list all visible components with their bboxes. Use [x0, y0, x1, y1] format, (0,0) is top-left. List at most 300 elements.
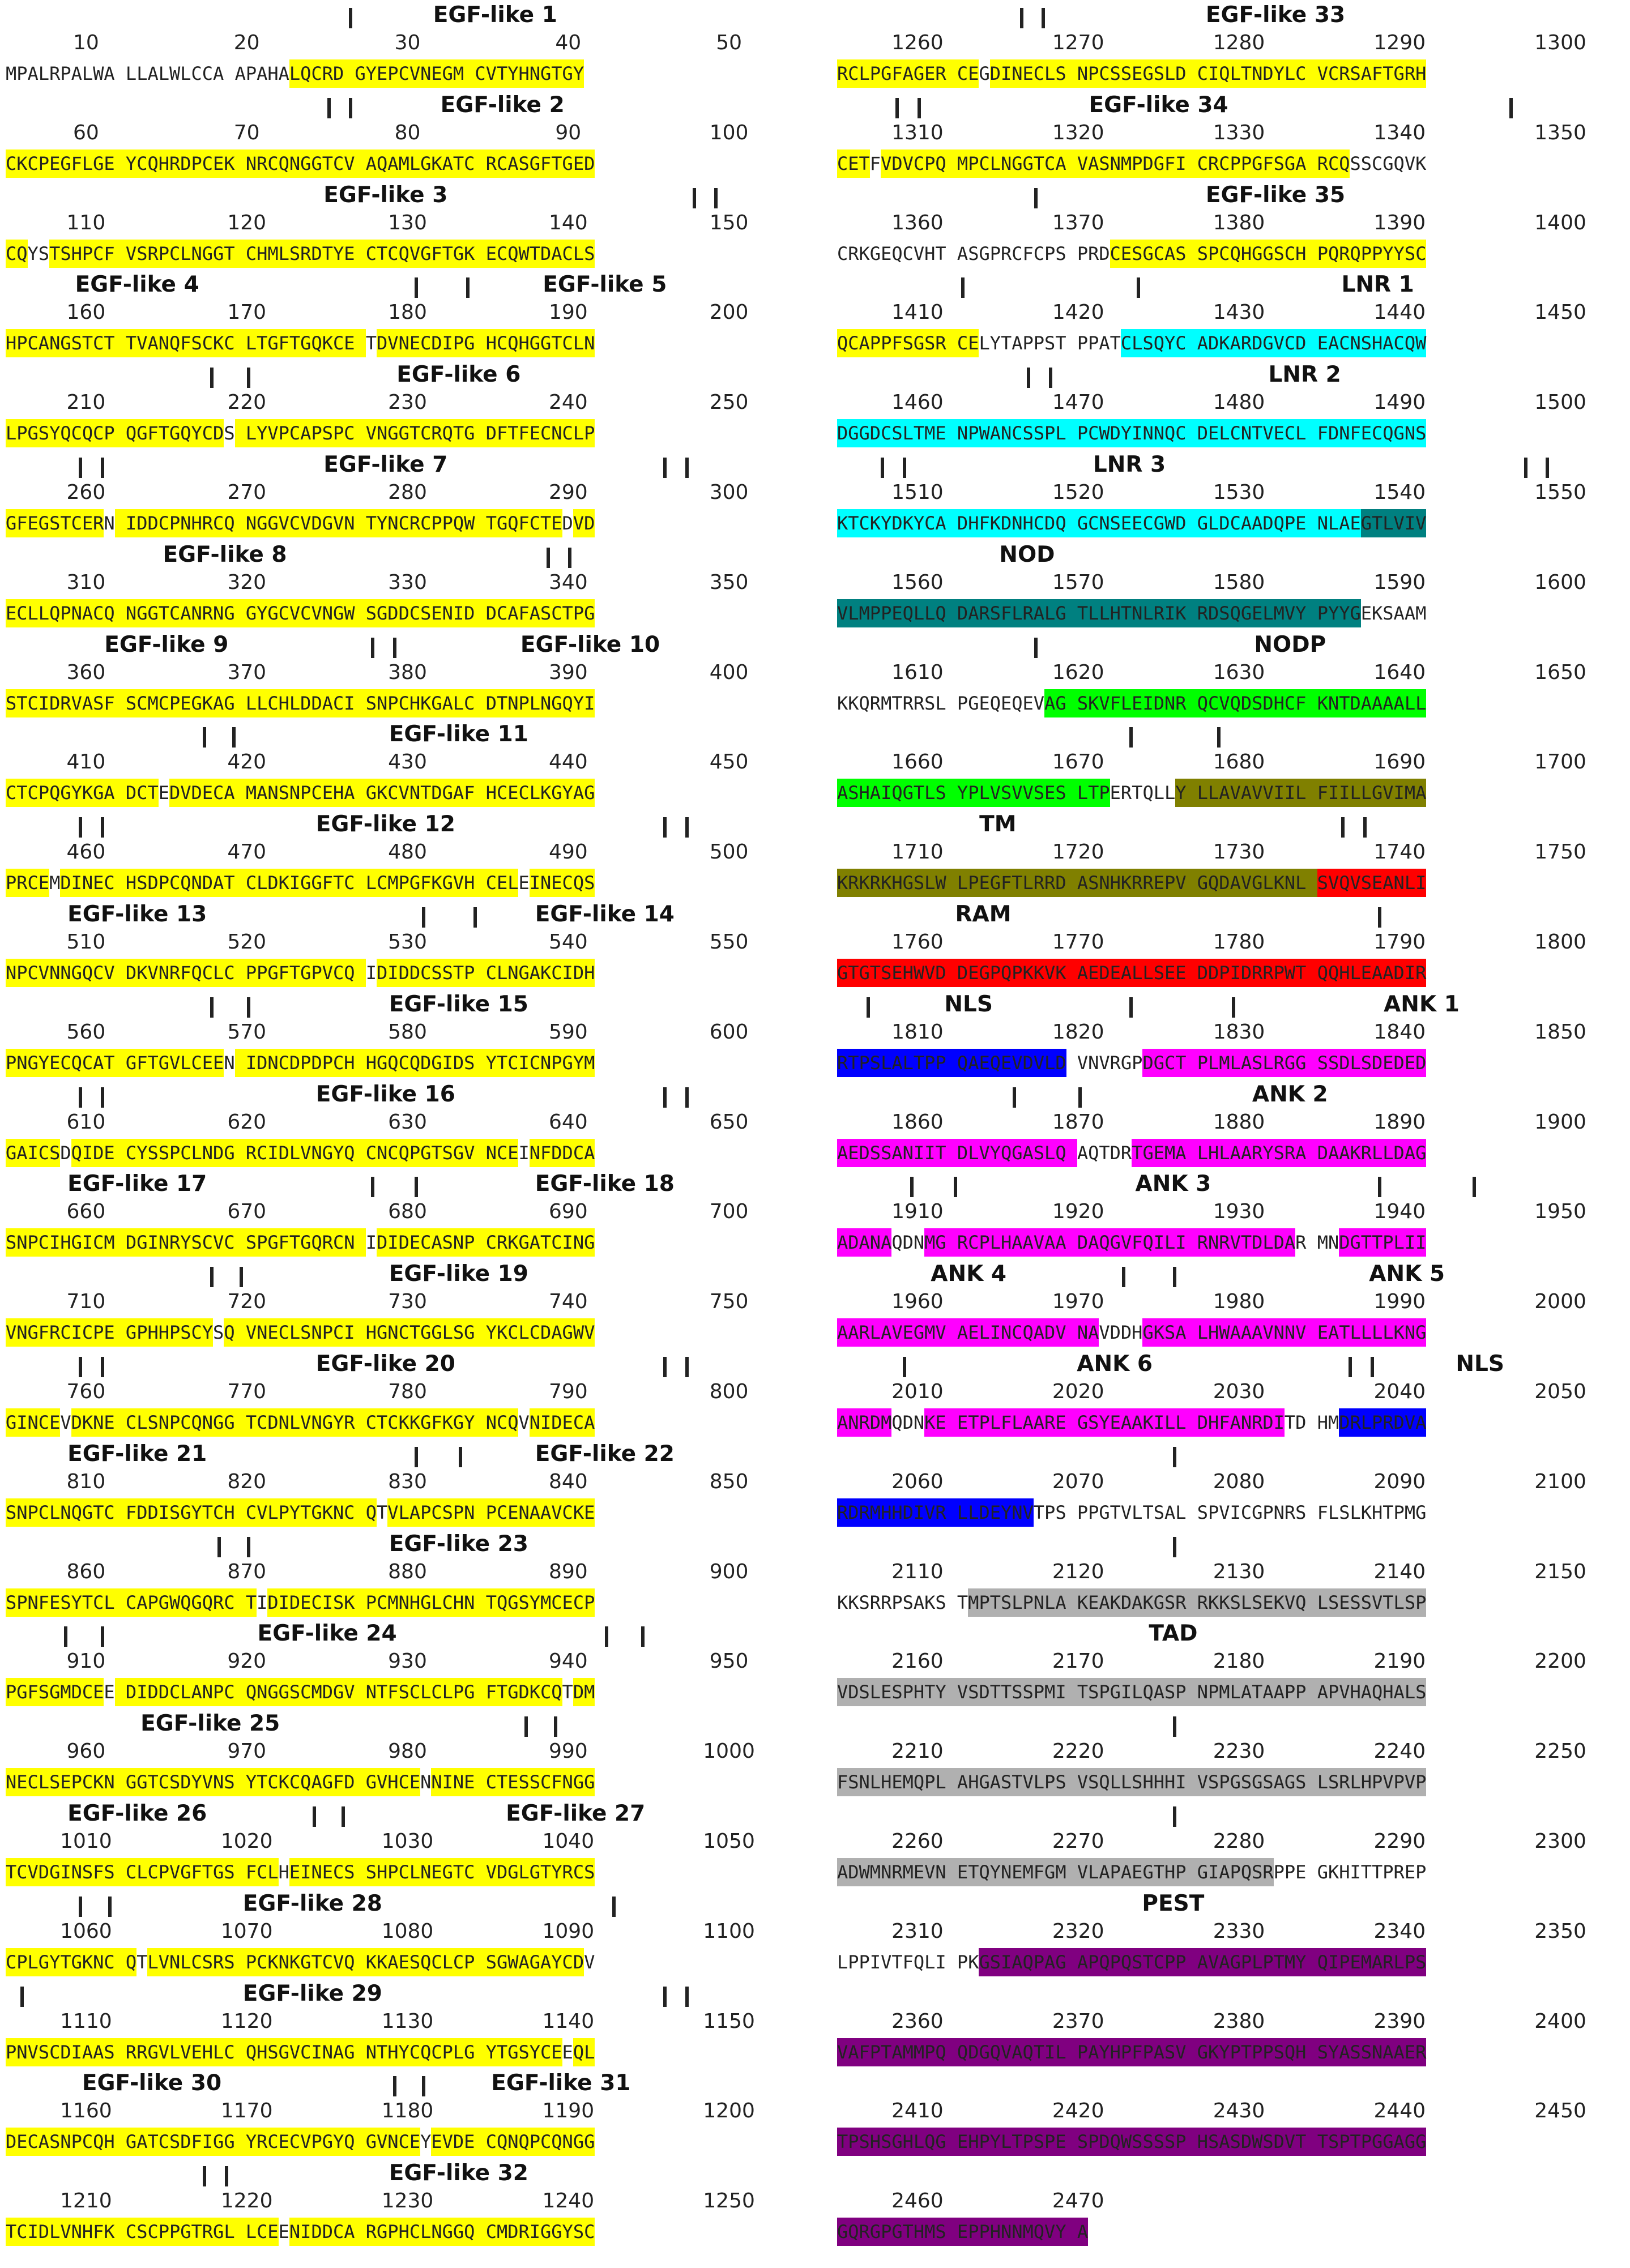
- residue-number: 1230: [381, 2189, 434, 2213]
- residue-number: 560: [66, 1020, 106, 1044]
- sequence-line: [6, 1139, 799, 1167]
- residue-number: 2400: [1534, 2009, 1586, 2033]
- domain-label: EGF-like 33: [1205, 2, 1346, 28]
- sequence-segment: E: [562, 2041, 573, 2063]
- sequence-block: [837, 1979, 1611, 2068]
- residue-number: 1020: [220, 1830, 273, 1853]
- sequence-block: [6, 1259, 779, 1348]
- domain-boundary-mark: [20, 1987, 24, 2007]
- residue-number: 1670: [1052, 750, 1104, 774]
- residue-number: 600: [709, 1020, 749, 1044]
- domain-label: ANK 1: [1384, 991, 1460, 1017]
- sequence-segment: N: [104, 512, 115, 534]
- residue-number: 660: [66, 1200, 106, 1224]
- position-ruler: [6, 2189, 779, 2214]
- sequence-line: [837, 1768, 1630, 1796]
- residue-number: 2390: [1373, 2009, 1426, 2033]
- domain-label: EGF-like 35: [1205, 182, 1346, 208]
- residue-number: 1810: [891, 1020, 944, 1044]
- highlight-egf: CTCPQGYKGA DCT: [6, 779, 159, 807]
- highlight-egf: NPCVNNGQCV DKVNRFQCLC PPGFTGPVCQ: [6, 959, 366, 987]
- sequence-segment: TPS PPGTVLTSAL SPVICGPNRS FLSLKHTPMG: [1033, 1501, 1427, 1523]
- residue-number: 1110: [60, 2009, 112, 2033]
- position-ruler: [6, 1379, 779, 1404]
- domain-label: PEST: [1142, 1890, 1205, 1916]
- residue-number: 2250: [1534, 1740, 1586, 1763]
- domain-label: NODP: [1254, 631, 1326, 657]
- position-ruler: [837, 1110, 1611, 1135]
- residue-number: 640: [548, 1110, 588, 1134]
- residue-number: 570: [227, 1020, 267, 1044]
- position-ruler: [6, 750, 779, 775]
- position-ruler: [6, 121, 779, 146]
- highlight-egf: SNPCLNQGTC FDDISGYTCH CVLPYTGKNC Q: [6, 1498, 377, 1527]
- domain-boundary-mark: [415, 1447, 418, 1467]
- residue-number: 180: [388, 301, 427, 324]
- residue-number: 2070: [1052, 1470, 1104, 1493]
- residue-number: 1620: [1052, 660, 1104, 684]
- highlight-egf: RCLPGFAGER CE: [837, 59, 979, 88]
- position-ruler: [837, 211, 1611, 236]
- position-ruler: [6, 1289, 779, 1314]
- sequence-block: [6, 1439, 779, 1528]
- domain-boundary-mark: [217, 1537, 221, 1557]
- highlight-egf: EVDE CQNQPCQNGG: [431, 2128, 595, 2156]
- domain-label: EGF-like 9: [104, 631, 229, 657]
- sequence-block: [6, 1709, 779, 1798]
- sequence-line: [6, 150, 799, 178]
- residue-number: 2090: [1373, 1470, 1426, 1493]
- domain-boundary-mark: [1034, 638, 1038, 658]
- sequence-block: [6, 1529, 779, 1618]
- sequence-block: [6, 1079, 779, 1169]
- residue-number: 620: [227, 1110, 267, 1134]
- residue-number: 670: [227, 1200, 267, 1224]
- domain-boundary-mark: [612, 1897, 616, 1917]
- highlight-egf: QCAPPFSGSR CE: [837, 329, 979, 357]
- sequence-line: [837, 240, 1630, 268]
- domain-label: LNR 2: [1268, 362, 1341, 388]
- residue-number: 1960: [891, 1290, 944, 1314]
- residue-number: 1320: [1052, 121, 1104, 144]
- sequence-segment: N: [224, 1052, 235, 1074]
- residue-number: 1290: [1373, 31, 1426, 54]
- residue-number: 680: [388, 1200, 427, 1224]
- domain-boundary-mark: [605, 1626, 608, 1647]
- domain-label: ANK 3: [1135, 1171, 1211, 1197]
- residue-number: 960: [66, 1740, 106, 1763]
- position-ruler: [837, 121, 1611, 146]
- sequence-segment: E: [104, 1681, 115, 1703]
- residue-number: 270: [227, 481, 267, 504]
- sequence-line: [837, 1948, 1630, 1976]
- position-ruler: [837, 1560, 1611, 1584]
- highlight-ank: ANRDM: [837, 1408, 891, 1437]
- domain-label: EGF-like 12: [315, 811, 455, 838]
- residue-number: 1800: [1534, 930, 1586, 954]
- residue-number: 2370: [1052, 2009, 1104, 2033]
- residue-number: 280: [388, 481, 427, 504]
- highlight-egf: DIDDCLANPC QNGGSCMDGV NTFSCLCLPG FTGDKCQ: [115, 1678, 562, 1706]
- residue-number: 1220: [220, 2189, 273, 2213]
- highlight-lnr: KTCKYDKYCA DHFKDNHCDQ GCNSEECGWD GLDCAADQPE NLAE: [837, 509, 1361, 537]
- sequence-line: [6, 1858, 799, 1886]
- highlight-egf: NFDDCA: [530, 1139, 595, 1167]
- domain-label: EGF-like 11: [389, 721, 528, 748]
- highlight-egf: DECASNPCQH GATCSDFIGG YRCECVPGYQ GVNCE: [6, 2128, 420, 2156]
- sequence-line: [837, 1049, 1630, 1077]
- highlight-ram: GTGTSEHWVD DEGPQPKKVK AEDEALLSEE DDPIDRRPWT QQHLEAADIR: [837, 959, 1426, 987]
- residue-number: 1900: [1534, 1110, 1586, 1134]
- residue-number: 300: [709, 481, 749, 504]
- residue-number: 1890: [1373, 1110, 1426, 1134]
- position-ruler: [6, 300, 779, 325]
- domain-boundary-mark: [1378, 1177, 1381, 1197]
- domain-label: EGF-like 32: [389, 2160, 528, 2186]
- residue-number: 430: [388, 750, 427, 774]
- domain-boundary-mark: [459, 1447, 462, 1467]
- sequence-line: [837, 1228, 1630, 1257]
- sequence-block: [6, 719, 779, 809]
- sequence-block: [6, 2158, 779, 2248]
- sequence-segment: I: [257, 1591, 268, 1613]
- domain-boundary-mark: [349, 98, 352, 118]
- highlight-ank: ADANA: [837, 1228, 891, 1257]
- residue-number: 1820: [1052, 1020, 1104, 1044]
- residue-number: 2260: [891, 1830, 944, 1853]
- residue-number: 720: [227, 1290, 267, 1314]
- domain-boundary-mark: [1378, 907, 1381, 928]
- sequence-block: [6, 1169, 779, 1258]
- position-ruler: [6, 1020, 779, 1045]
- residue-number: 1970: [1052, 1290, 1104, 1314]
- position-ruler: [6, 1560, 779, 1584]
- domain-label: EGF-like 34: [1089, 92, 1228, 118]
- residue-number: 880: [388, 1560, 427, 1583]
- residue-number: 1700: [1534, 750, 1586, 774]
- highlight-lnr: CLSQYC ADKARDGVCD EACNSHACQW: [1121, 329, 1426, 357]
- domain-boundary-mark: [1034, 188, 1038, 208]
- domain-boundary-mark: [663, 1987, 667, 2007]
- sequence-block: [837, 989, 1611, 1079]
- residue-number: 1310: [891, 121, 944, 144]
- residue-number: 1770: [1052, 930, 1104, 954]
- residue-number: 1300: [1534, 31, 1586, 54]
- highlight-egf: PGFSGMDCE: [6, 1678, 104, 1706]
- sequence-line: [6, 419, 799, 447]
- residue-number: 2270: [1052, 1830, 1104, 1853]
- sequence-segment: T: [562, 1681, 573, 1703]
- position-ruler: [837, 660, 1611, 685]
- sequence-block: [6, 450, 779, 539]
- sequence-segment: S: [213, 1322, 224, 1344]
- domain-label: EGF-like 17: [67, 1171, 207, 1197]
- residue-number: 110: [66, 211, 106, 234]
- residue-number: 2130: [1213, 1560, 1265, 1583]
- residue-number: 1210: [60, 2189, 112, 2213]
- residue-number: 2200: [1534, 1650, 1586, 1673]
- residue-number: 2080: [1213, 1470, 1265, 1493]
- position-ruler: [6, 1739, 779, 1764]
- domain-boundary-mark: [1173, 1447, 1176, 1467]
- position-ruler: [837, 2099, 1611, 2124]
- residue-number: 1330: [1213, 121, 1265, 144]
- sequence-block: [837, 719, 1611, 809]
- highlight-egf: QL: [573, 2038, 595, 2066]
- residue-number: 480: [388, 840, 427, 864]
- right-sequence-column: [837, 0, 1611, 2268]
- residue-number: 390: [548, 660, 588, 684]
- residue-number: 190: [548, 301, 588, 324]
- residue-number: 1090: [542, 1919, 595, 1943]
- sequence-segment: E: [278, 2221, 289, 2243]
- highlight-egf: Q VNECLSNPCI HGNCTGGLSG YKCLCDAGWV: [224, 1318, 595, 1347]
- residue-number: 360: [66, 660, 106, 684]
- position-ruler: [6, 390, 779, 415]
- residue-number: 1610: [891, 660, 944, 684]
- sequence-segment: F: [869, 152, 881, 174]
- domain-label: EGF-like 18: [535, 1171, 675, 1197]
- highlight-egf: LVNLCSRS PCKNKGTCVQ KKAESQCLCP SGWAGAYCD: [147, 1948, 584, 1976]
- residue-number: 240: [548, 391, 588, 415]
- residue-number: 1280: [1213, 31, 1265, 54]
- residue-number: 990: [548, 1740, 588, 1763]
- domain-boundary-mark: [1173, 1716, 1176, 1737]
- residue-number: 1050: [703, 1830, 755, 1853]
- highlight-egf: LYVPCAPSPC VNGGTCRQTG DFTFECNCLP: [235, 419, 595, 447]
- domain-boundary-mark: [1509, 98, 1513, 118]
- sequence-block: [6, 1889, 779, 1978]
- residue-number: 690: [548, 1200, 588, 1224]
- sequence-line: [6, 1588, 799, 1617]
- sequence-segment: SSCGQVK: [1350, 152, 1427, 174]
- sequence-line: [837, 1318, 1630, 1347]
- residue-number: 1950: [1534, 1200, 1586, 1224]
- domain-label: EGF-like 30: [82, 2070, 222, 2096]
- position-ruler: [6, 1110, 779, 1135]
- sequence-block: [837, 630, 1611, 719]
- sequence-block: [6, 360, 779, 449]
- residue-number: 1980: [1213, 1290, 1265, 1314]
- domain-boundary-mark: [1122, 1267, 1125, 1287]
- residue-number: 2380: [1213, 2009, 1265, 2033]
- residue-number: 1600: [1534, 570, 1586, 594]
- residue-number: 2340: [1373, 1919, 1426, 1943]
- sequence-block: [837, 1889, 1611, 1978]
- domain-boundary-mark: [101, 1357, 104, 1377]
- residue-number: 930: [388, 1650, 427, 1673]
- sequence-block: [6, 989, 779, 1079]
- residue-number: 1690: [1373, 750, 1426, 774]
- residue-number: 500: [709, 840, 749, 864]
- sequence-block: [837, 2068, 1611, 2158]
- residue-number: 630: [388, 1110, 427, 1134]
- highlight-egf: NINE CTESSCFNGG: [431, 1768, 595, 1796]
- highlight-egf: CESGCAS SPCQHGGSCH PQRQPPYYSC: [1110, 240, 1427, 268]
- highlight-egf: DINEC HSDPCQNDAT CLDKIGGFTC LCMPGFKGVH CEL: [60, 869, 518, 897]
- residue-number: 900: [709, 1560, 749, 1583]
- highlight-pest: TPSHSGHLQG EHPYLTPSPE SPDQWSSSSP HSASDWSDVT TSPTPGGAGG: [837, 2128, 1426, 2156]
- highlight-ank: AEDSSANIIT DLVYQGASLQ: [837, 1139, 1077, 1167]
- highlight-tad: VDSLESPHTY VSDTTSSPMI TSPGILQASP NPMLATAAPP APVHAQHALS: [837, 1678, 1426, 1706]
- residue-number: 1550: [1534, 481, 1586, 504]
- residue-number: 1510: [891, 481, 944, 504]
- domain-boundary-mark: [1129, 727, 1133, 748]
- residue-number: 10: [72, 31, 99, 54]
- position-ruler: [6, 2099, 779, 2124]
- sequence-segment: I: [365, 962, 377, 984]
- residue-number: 20: [233, 31, 260, 54]
- domain-label: EGF-like 25: [140, 1711, 280, 1737]
- highlight-nodp: AG SKVFLEIDNR QCVQDSDHCF KNTDAAAALL: [1044, 689, 1426, 717]
- sequence-line: [837, 59, 1630, 88]
- residue-number: 80: [394, 121, 421, 144]
- position-ruler: [837, 2009, 1611, 2034]
- residue-number: 1570: [1052, 570, 1104, 594]
- sequence-block: [6, 899, 779, 989]
- domain-boundary-mark: [101, 1626, 104, 1647]
- residue-number: 1060: [60, 1919, 112, 1943]
- position-ruler: [837, 1379, 1611, 1404]
- residue-number: 130: [388, 211, 427, 234]
- domain-boundary-mark: [554, 1716, 557, 1737]
- domain-boundary-mark: [240, 1267, 243, 1287]
- sequence-line: [6, 959, 799, 987]
- residue-number: 370: [227, 660, 267, 684]
- residue-number: 730: [388, 1290, 427, 1314]
- residue-number: 320: [227, 570, 267, 594]
- domain-label: EGF-like 24: [257, 1621, 397, 1647]
- residue-number: 2010: [891, 1380, 944, 1403]
- domain-label: EGF-like 6: [396, 362, 521, 388]
- residue-number: 2220: [1052, 1740, 1104, 1763]
- residue-number: 2050: [1534, 1380, 1586, 1403]
- highlight-egf: IDNCDPDPCH HGQCQDGIDS YTCICNPGYM: [235, 1049, 595, 1077]
- sequence-segment: ERTQLL: [1110, 782, 1176, 804]
- highlight-nls: RDRMHHDIVR LLDEYNV: [837, 1498, 1034, 1527]
- residue-number: 2350: [1534, 1919, 1586, 1943]
- domain-label: EGF-like 7: [323, 452, 448, 477]
- sequence-block: [837, 1259, 1611, 1348]
- residue-number: 350: [709, 570, 749, 594]
- residue-number: 1860: [891, 1110, 944, 1134]
- sequence-line: [6, 329, 799, 357]
- residue-number: 1780: [1213, 930, 1265, 954]
- highlight-egf: NIDDCA RGPHCLNGGQ CMDRIGGYSC: [289, 2218, 595, 2246]
- highlight-egf: TSHPCF VSRPCLNGGT CHMLSRDTYE CTCQVGFTGK ECQWTDACLS: [49, 240, 595, 268]
- sequence-line: [6, 869, 799, 897]
- residue-number: 1470: [1052, 391, 1104, 415]
- residue-number: 1150: [703, 2009, 755, 2033]
- domain-boundary-mark: [663, 1087, 667, 1108]
- residue-number: 610: [66, 1110, 106, 1134]
- residue-number: 2180: [1213, 1650, 1265, 1673]
- sequence-line: [837, 599, 1630, 627]
- domain-boundary-mark: [685, 1987, 689, 2007]
- domain-boundary-mark: [1078, 1087, 1082, 1108]
- residue-number: 1720: [1052, 840, 1104, 864]
- position-ruler: [6, 1199, 779, 1224]
- residue-number: 310: [66, 570, 106, 594]
- domain-label: EGF-like 21: [67, 1441, 207, 1467]
- sequence-block: [6, 90, 779, 180]
- highlight-lnr: DGGDCSLTME NPWANCSSPL PCWDYINNQC DELCNTVECL FDNFECQGNS: [837, 419, 1426, 447]
- residue-number: 1190: [542, 2099, 595, 2123]
- domain-boundary-mark: [693, 188, 696, 208]
- highlight-egf: GINCE: [6, 1408, 60, 1437]
- sequence-segment: LYTAPPST PPAT: [979, 332, 1121, 354]
- domain-boundary-mark: [1013, 1087, 1016, 1108]
- sequence-line: [837, 1588, 1630, 1617]
- residue-number: 400: [709, 660, 749, 684]
- sequence-line: [6, 779, 799, 807]
- highlight-egf: CQ: [6, 240, 28, 268]
- sequence-line: [6, 599, 799, 627]
- domain-label: ANK 4: [931, 1261, 1007, 1287]
- residue-number: 940: [548, 1650, 588, 1673]
- sequence-block: [837, 1349, 1611, 1438]
- residue-number: 870: [227, 1560, 267, 1583]
- domain-boundary-mark: [1020, 8, 1023, 28]
- domain-boundary-mark: [663, 458, 667, 478]
- domain-boundary-mark: [101, 1087, 104, 1108]
- domain-label: TAD: [1149, 1621, 1198, 1647]
- residue-number: 2330: [1213, 1919, 1265, 1943]
- domain-boundary-mark: [64, 1626, 67, 1647]
- residue-number: 1830: [1213, 1020, 1265, 1044]
- residue-number: 2420: [1052, 2099, 1104, 2123]
- sequence-segment: I: [518, 1142, 530, 1164]
- domain-boundary-mark: [101, 817, 104, 838]
- residue-number: 1340: [1373, 121, 1426, 144]
- highlight-nodp: ASHAIQGTLS YPLVSVVSES LTP: [837, 779, 1110, 807]
- left-sequence-column: [6, 0, 779, 2268]
- position-ruler: [837, 300, 1611, 325]
- residue-number: 1500: [1534, 391, 1586, 415]
- sequence-block: [837, 809, 1611, 899]
- sequence-line: [837, 419, 1630, 447]
- residue-number: 790: [548, 1380, 588, 1403]
- residue-number: 1560: [891, 570, 944, 594]
- residue-number: 1370: [1052, 211, 1104, 234]
- domain-label: EGF-like 31: [491, 2070, 631, 2096]
- highlight-egf: TCIDLVNHFK CSCPPGTRGL LCE: [6, 2218, 279, 2246]
- residue-number: 30: [394, 31, 421, 54]
- highlight-pest: VAFPTAMMPQ QDGQVAQTIL PAYHPFPASV GKYPTPPSQH SYASSNAAER: [837, 2038, 1426, 2066]
- residue-number: 2300: [1534, 1830, 1586, 1853]
- domain-label: NLS: [944, 991, 993, 1017]
- sequence-block: [837, 899, 1611, 989]
- residue-number: 1710: [891, 840, 944, 864]
- sequence-block: [837, 1169, 1611, 1258]
- highlight-egf: CPLGYTGKNC Q: [6, 1948, 136, 1976]
- residue-number: 440: [548, 750, 588, 774]
- residue-number: 1240: [542, 2189, 595, 2213]
- domain-label: EGF-like 3: [323, 182, 448, 208]
- residue-number: 2020: [1052, 1380, 1104, 1403]
- highlight-ank: TGEMA LHLAARYSRA DAAKRLLDAG: [1132, 1139, 1426, 1167]
- domain-label: EGF-like 13: [67, 902, 207, 927]
- sequence-line: [837, 329, 1630, 357]
- residue-number: 1000: [703, 1740, 755, 1763]
- residue-number: 590: [548, 1020, 588, 1044]
- residue-number: 970: [227, 1740, 267, 1763]
- residue-number: 740: [548, 1290, 588, 1314]
- residue-number: 1460: [891, 391, 944, 415]
- residue-number: 2320: [1052, 1919, 1104, 1943]
- sequence-line: [6, 1498, 799, 1527]
- sequence-line: [837, 1139, 1630, 1167]
